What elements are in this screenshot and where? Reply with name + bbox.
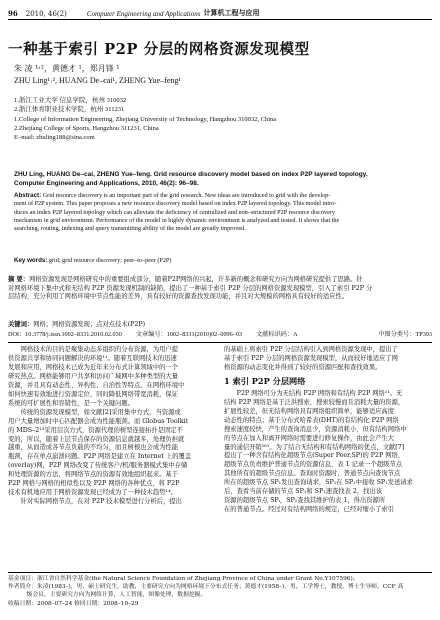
body-line: 动态性的特点；基于分布式哈希表(DHT)的有结构化 P2P 网络 — [224, 416, 399, 424]
body-line: 结构 P2P 网络是基于泛洪搜索，搜索较慢而且消耗大量的资源， — [224, 398, 405, 406]
abstract-en-line: mechanism in grid environment. Performance of the model in highly dynamic environment is analyzed and tested. It shows that the — [14, 216, 340, 224]
body-line: 越重，从而造成各节点负载的不均匀，而且树根也会成为性能 — [8, 444, 179, 452]
abstract-en-line: ment of P2P system. This paper proposes a new resource discovery model based on index P2P layered topology. This model intro- — [14, 200, 337, 208]
keywords-cn-label: 关键词： — [8, 321, 34, 328]
classification-number: 中图分类号：TP393 — [378, 331, 432, 338]
body-line: P2P 网络可分为无结构 P2P 网络和有结构 P2P 网络¹¹。无 — [236, 389, 403, 397]
body-line: 和处理资源的方法，将网络节点的资源有效地组织起来。基于 — [8, 471, 179, 479]
page-number: 96 — [8, 9, 18, 18]
abstract-cn-label: 摘 要： — [8, 276, 30, 283]
body-line: 资源的超级节点 SPᵢ，SP₁查找其维护的表 1，得出资源所 — [224, 497, 386, 505]
keywords-en-text: grid; grid resource discovery; peer–to–peer (P2P) — [48, 257, 172, 264]
affiliation-2-cn: 2.浙江体育职业技术学院，杭州 311231 — [14, 106, 125, 113]
abstract-cn — [8, 276, 432, 302]
body-line: 传统的资源发现模型，如文献[2]采用集中方式，当资源或 — [20, 408, 181, 416]
body-line: 技术有机地应用于网格资源发现已经成为了一种技术趋势¹⁴。 — [8, 489, 177, 497]
affiliation-2-en: 2.Zhejiang College of Sports, Hangzhou 311231, China — [14, 125, 159, 132]
abstract-cn-line: 摘 要：网格资源发现是网格研究中的重要组成部分，随着P2P网络的兴起，许多新的概念和研究方向为网格研究提供了思路。针 — [8, 276, 363, 283]
body-line: 所在的超级节点 SP₁发出查询请求，SP₁在 SP₁中接收 SP₁发送请求 — [224, 479, 413, 487]
body-line: 格资源的动态变化并得到了较好的资源匹配和查找效果。 — [224, 363, 382, 371]
journal-name-en: Computer Engineering and Applications — [86, 10, 201, 18]
body-line: 用户大量增加时中心匹配器会成为性能瓶颈。而 Globus Toolkit — [8, 417, 189, 425]
keywords-cn-text: 网格；网格资源发现；点对点技术(P2P) — [33, 321, 146, 328]
running-header — [8, 6, 432, 20]
body-line: 供资源共享和协同问题解决的环境¹¹。随着互联网技术的迅速 — [8, 354, 177, 362]
paper-title: 一种基于索引 P2P 分层的网格资源发现模型 — [8, 41, 310, 58]
body-line: 系统的可扩展性和容错性，是一个关键问题。 — [8, 399, 134, 407]
body-line: 提出了一种含有结构化超级节点(Super Peer,SP)的 P2P 网络， — [224, 452, 405, 460]
body-line: 研究热点。网格能够用户共享和访问广域网中多种类型的大量 — [8, 372, 179, 380]
footnote-dates: 收稿日期：2008–07–24 修回日期：2008–10–29 — [8, 600, 139, 607]
body-column-right — [224, 346, 430, 515]
body-line: 其他所有的超级节点信息。查询时资源时，普通节点向查询节点 — [224, 470, 401, 478]
footnote-author-bio: 作者简介：朱凌(1983–)，男，硕士研究生，助教，主要研究方向为网格环境下分布式任务；黄德才(1958–)，男，工学博士，教授，博士生导师，CCF 高 — [8, 584, 404, 591]
body-line: 网格技术的目的是聚集动态多组织的分布资源，为用户提 — [20, 346, 179, 353]
citation-line: Computer Engineering and Applications, 2010, 46(2): 96–98. — [14, 180, 199, 187]
author-email: E–mail: zhuling188@sina.com — [14, 134, 95, 141]
citation-block — [14, 170, 426, 188]
body-line: 的 MDS–2¹³采用层次方式，资源代理的树型连接拓扑是固定不 — [8, 426, 183, 434]
abstract-en-line: searching, routing, indexing and query transmitting ability of the model are greatly improved. — [14, 225, 246, 233]
abstract-en — [14, 192, 426, 233]
document-info — [8, 330, 432, 343]
body-line: 基于索引 P2P 分层的网格资源发现模型，从而较好地适应了网 — [224, 354, 398, 362]
body-line: 发展和应用，网格技术已成为近年来分布式计算领域中的一个 — [8, 363, 179, 371]
volume-info: 2010, 46(2) — [25, 10, 67, 18]
keywords-en — [14, 257, 426, 265]
authors-cn: 朱 凌 ¹˒²，黄德才 ¹，郑月锋 ¹ — [14, 64, 120, 73]
body-line: P2P 网格与网格的相似性以及 P2P 网络的各种优点，将 P2P — [8, 480, 180, 488]
body-line: 如何快速有效地进行资源定位、同时降低网络带宽消耗，保证 — [8, 390, 179, 398]
citation-line: ZHU Ling, HUANG De–cai, ZHENG Yue–feng. Grid resource discovery model based on index P2P layered topology. — [14, 171, 368, 178]
document-code: 文献标识码：A — [256, 331, 298, 338]
article-number: 文章编号：1002–8331(2010)02–0096–03 — [135, 331, 243, 338]
footnote-funding: 基金项目：浙江省自然科学基金(the Natural Science Foundation of Zhejiang Province of China under Grant No.Y107596)。 — [8, 576, 359, 582]
footnote-author-bio-cont: 级会员，主要研究方向为网络计算，人工智能，图像处理，数据挖掘。 — [26, 592, 207, 599]
body-line: 超级节点负责维护普通节点的资源信息，表 1 记录一个超级节点 — [224, 461, 403, 469]
section-title: 1 索引 P2P 分层网络 — [224, 375, 306, 386]
affiliation-1-en: 1.College of Information Engineering, Zhejiang University of Technology, Hangzhou 310032, China — [14, 116, 277, 123]
body-line: 搜索速度较快，产生的查询消息少，资源消耗小，但有结构网络中 — [224, 425, 407, 433]
doi: DOI：10.3778/j.issn.1002–8331.2010.02.030 — [8, 331, 122, 338]
body-line: 变的，所以，随着上层节点保存的资源信息就越多，处理负担就 — [8, 435, 185, 443]
keywords-cn — [8, 321, 432, 330]
abstract-cn-line: 对网格环境下集中式和无结构 P2P 资源发现机制的缺陷，提出了一种基于索引 P2P 分层的网格资源发现模型，引入了索引 P2P 分 — [8, 284, 373, 292]
body-line: 量的通信开销¹⁶¹。为了结合无结构和有结构网络的优点，文献[7] — [224, 443, 405, 451]
body-line: 的节点在加入和离开网络时需要进行修复操作，由此会产生大 — [224, 434, 395, 442]
body-line: 资源，并且具有动态性、异构性、自治性等特点。在网格环境中 — [8, 381, 185, 389]
abstract-cn-line: 层结构，充分利用了网格环境中节点性能的差异，具有较好的资源查找发现功能，并且对大规模的网格具有较好的适应性。 — [8, 293, 349, 301]
authors-en: ZHU Ling¹˒², HUANG De–cai¹, ZHENG Yue–feng¹ — [14, 76, 181, 85]
keywords-en-label: Key words: — [14, 257, 48, 264]
body-line: 针对实际网格节点，在对 P2P 技术模型进行分析后，提出 — [20, 498, 182, 506]
journal-name-cn: 计算机工程与应用 — [203, 8, 260, 17]
body-line: 扩展性较差，但无结构网络具有网络组织简单，能够适应高度 — [224, 407, 395, 415]
body-line: 瓶颈，存在单点崩溃问题。P2P 网络是建立在 Internet 上的覆盖 — [8, 453, 192, 461]
body-line: 在的普通节点。经过对有结构网络的规定，已经对缩小了索引 — [224, 506, 395, 514]
abstract-en-line: Abstract: Grid resource discovery is an important part of the grid research. New ideas are introduced to grid with the develop- — [14, 192, 331, 199]
footnotes — [8, 572, 432, 608]
abstract-en-label: Abstract: — [14, 192, 42, 199]
body-line: 的基础上将索引 P2P 分层结构引入到网格资源发现中，提出了 — [224, 346, 398, 353]
abstract-en-line: duces an index P2P layered topology which can alleviate the deficiency of centralized and non–structured P2P resource discovery — [14, 208, 336, 216]
body-line: (overlay)网，P2P 网络改变了传统客户/机/服务器模式集中存储 — [8, 462, 188, 470]
body-column-left — [8, 346, 214, 507]
affiliation-1-cn: 1.浙江工业大学 信息学院，杭州 310032 — [14, 97, 127, 104]
body-line: 后，查看当前存储的节点 SP₁和 SP₁速查找表 2，找出该 — [224, 488, 383, 496]
